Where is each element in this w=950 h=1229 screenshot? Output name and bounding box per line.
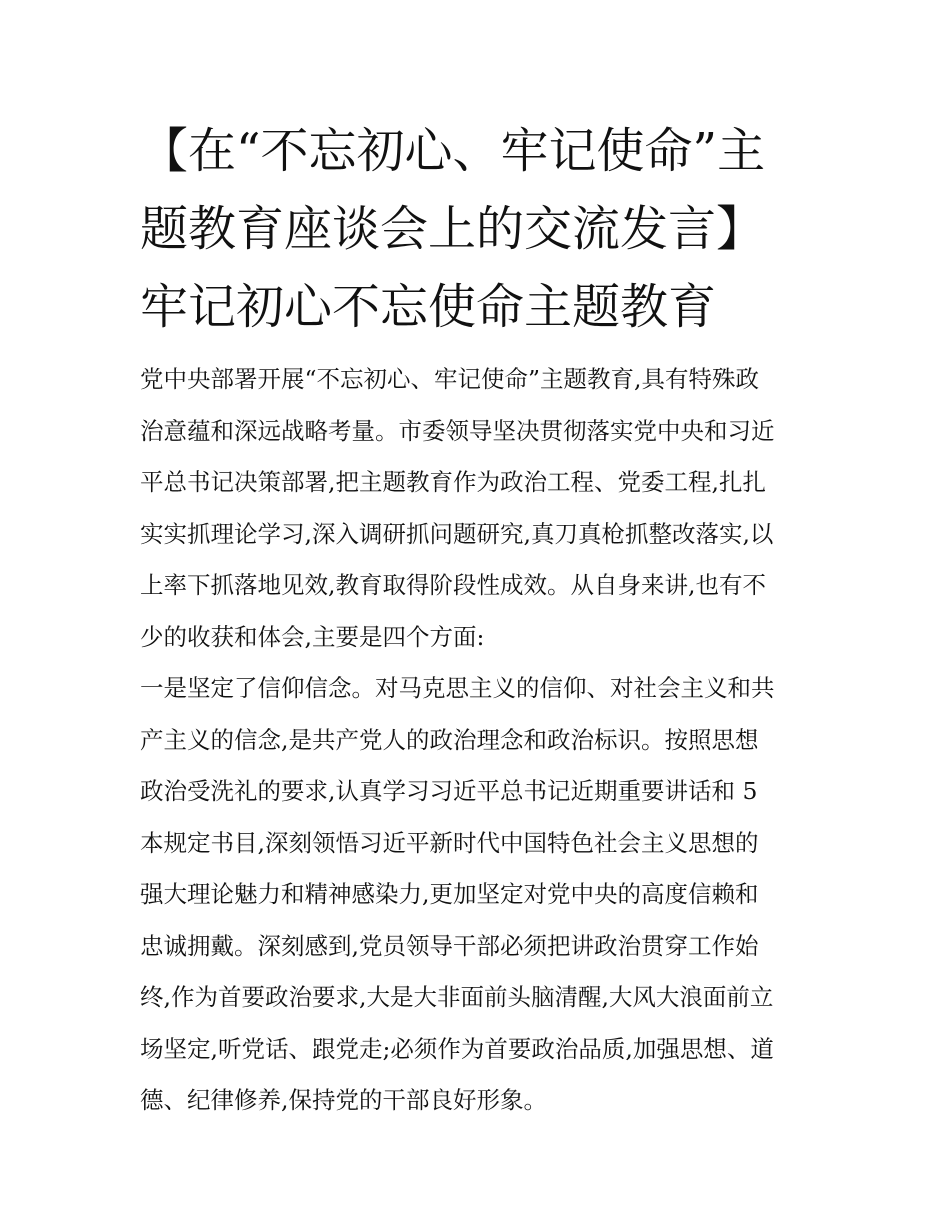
title-line-2: 题教育座谈会上的交流发言】: [140, 201, 765, 257]
title-line-1: 【在“不忘初心、牢记使命”主: [140, 123, 766, 179]
document-body: [140, 354, 820, 1127]
body-line-9: 政治受洗礼的要求,认真学习习近平总书记近期重要讲话和 5: [140, 777, 758, 805]
body-line-4: 实实抓理论学习,深入调研抓问题研究,真刀真枪抓整改落实,以: [140, 519, 774, 548]
body-line-2: 治意蕴和深远战略考量。市委领导坚决贯彻落实党中央和习近: [140, 416, 775, 445]
body-line-1: 党中央部署开展“不忘初心、牢记使命”主题教育,具有特殊政: [140, 365, 759, 393]
body-line-3: 平总书记决策部署,把主题教育作为政治工程、党委工程,扎扎: [140, 468, 766, 496]
body-line-11: 强大理论魅力和精神感染力,更加坚定对党中央的高度信赖和: [140, 880, 759, 908]
body-line-15: 德、纪律修养,保持党的干部良好形象。: [140, 1086, 547, 1114]
body-line-12: 忠诚拥戴。深刻感到,党员领导干部必须把讲政治贯穿工作始: [140, 931, 759, 960]
body-line-13: 终,作为首要政治要求,大是大非面前头脑清醒,大风大浪面前立: [140, 983, 774, 1011]
document-title: [140, 112, 820, 346]
body-line-8: 产主义的信念,是共产党人的政治理念和政治标识。按照思想: [140, 725, 759, 754]
body-line-7: 一是坚定了信仰信念。对马克思主义的信仰、对社会主义和共: [140, 674, 775, 702]
body-line-5: 上率下抓落地见效,教育取得阶段性成效。从自身来讲,也有不: [140, 571, 766, 599]
title-line-3: 牢记初心不忘使命主题教育: [140, 279, 717, 335]
body-line-14: 场坚定,听党话、跟党走;必须作为首要政治品质,加强思想、道: [140, 1034, 774, 1063]
body-line-6: 少的收获和体会,主要是四个方面:: [140, 622, 485, 651]
body-line-10: 本规定书目,深刻领悟习近平新时代中国特色社会主义思想的: [140, 828, 759, 857]
